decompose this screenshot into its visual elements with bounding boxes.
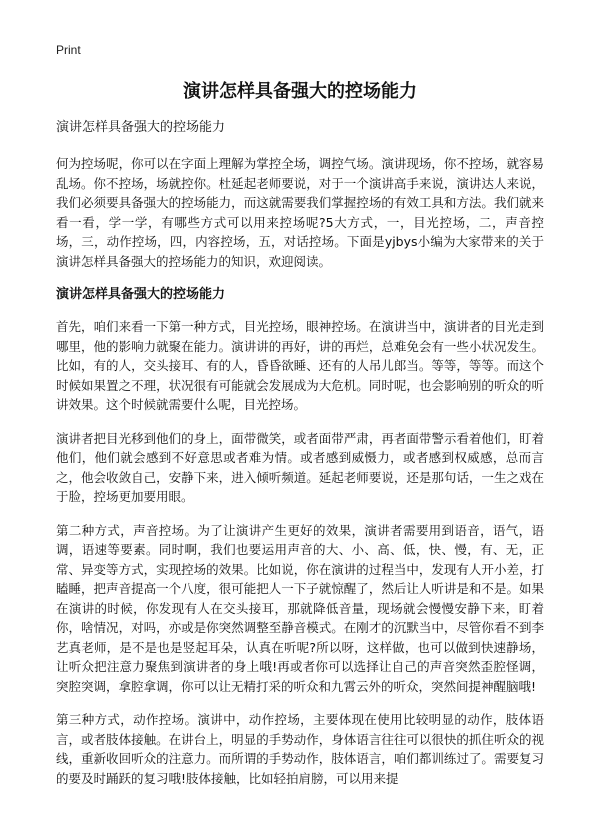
intro-paragraph: 何为控场呢，你可以在字面上理解为掌控全场，调控气场。演讲现场，你不控场，就容易乱场。你不控场，场就控你。杜延起老师要说，对于一个演讲高手来说，演讲达人来说，我们必须要具备强大的控场能力，而这就需要我们掌握控场的有效工具和方法。我们就来看一看，学一学，有哪些方式可以用来控场呢?5大方式，一，目光控场，二，声音控场，三，动作控场，四，内容控场，五，对话控场。下面是yjbys小编为大家带来的关于演讲怎样具备强大的控场能力的知识，欢迎阅读。 xyxy=(56,156,544,269)
body-paragraph-2: 演讲者把目光移到他们的身上，面带微笑，或者面带严肃，再者面带警示看着他们，盯着他们，他们就会感到不好意思或者难为情。或者感到威慑力，或者感到权威感，总而言之，他会收敛自己，安静下来，进入倾听频道。延起老师要说，还是那句话，一生之戏在于脸，控场更加要用眼。 xyxy=(56,430,544,504)
document-title: 演讲怎样具备强大的控场能力 xyxy=(183,81,417,102)
document-subtitle: 演讲怎样具备强大的控场能力 xyxy=(56,120,226,135)
body-paragraph-3: 第二种方式，声音控场。为了让演讲产生更好的效果，演讲者需要用到语音，语气，语调，语速等要素。同时啊，我们也要运用声音的大、小、高、低，快、慢，有、无，正常、异变等方式，实现控场的效果。比如说，你在演讲的过程当中，发现有人开小差，打瞌睡，把声音提高一个八度，很可能把人一下子就惊醒了，然后让人听讲是和不是。如果在演讲的时候，你发现有人在交头接耳，那就降低音量，现场就会慢慢安静下来，盯着你，啥情况，对吗，亦或是你突然调整至静音模式。在刚才的沉默当中，尽管你看不到李艺真老师，是不是也是竖起耳朵，认真在听呢?所以呀，这样做，也可以做到快速静场，让听众把注意力聚焦到演讲者的身上哦!再或者你可以选择让自己的声音突然歪腔怪调，突腔突调，拿腔拿调，你可以让无精打采的听众和九霄云外的听众，突然间提神醒脑哦! xyxy=(56,522,544,694)
section-heading: 演讲怎样具备强大的控场能力 xyxy=(56,287,226,302)
body-paragraph-4: 第三种方式，动作控场。演讲中，动作控场，主要体现在使用比较明显的动作，肢体语言，或者肢体接触。在讲台上，明显的手势动作，身体语言往往可以很快的抓住听众的视线，重新收回听众的注意力。而所谓的手势动作，肢体语言，咱们都训练过了。需要复习的要及时踊跃的复习哦!肢体接触，比如轻拍肩膀，可以用来提 xyxy=(56,712,544,786)
print-label: Print xyxy=(56,43,81,57)
body-paragraph-1: 首先，咱们来看一下第一种方式，目光控场，眼神控场。在演讲当中，演讲者的目光走到哪里，他的影响力就聚在能力。演讲讲的再好，讲的再烂，总难免会有一些小状况发生。比如，有的人，交头接耳、有的人，昏昏欲睡、还有的人吊儿郎当。等等，等等。而这个时候如果置之不理，状况很有可能就会发展成为大危机。同时呢，也会影响别的听众的听讲效果。这个时候就需要什么呢，目光控场。 xyxy=(56,319,544,412)
